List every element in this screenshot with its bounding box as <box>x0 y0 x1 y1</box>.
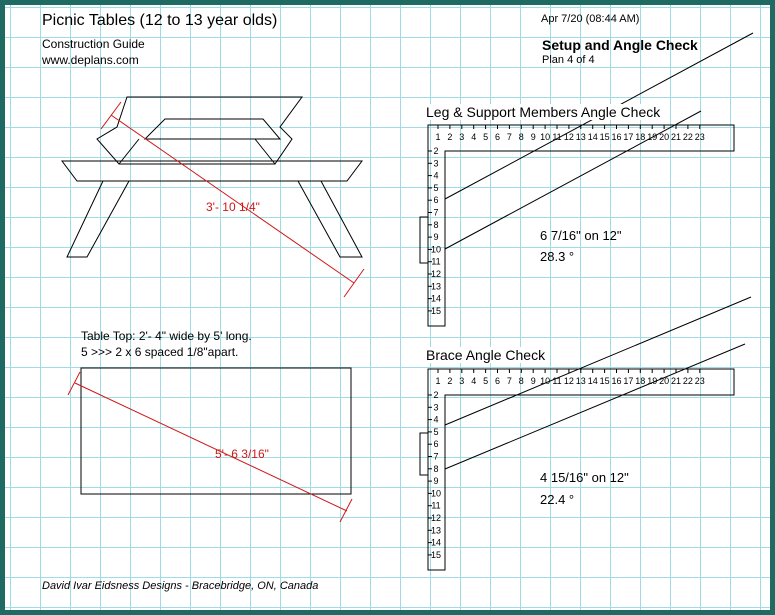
ruler-tick-label: 14 <box>430 293 442 304</box>
ruler-tick-label: 2 <box>433 146 439 156</box>
ruler-tick-label: 4 <box>433 414 439 425</box>
ruler-tick-label: 8 <box>433 463 439 474</box>
ruler-tick-label: 12 <box>563 376 574 386</box>
ruler-tick-label: 22 <box>682 132 693 142</box>
ruler-tick-label: 5 <box>483 376 489 386</box>
ruler-tick-label: 11 <box>431 256 441 267</box>
ruler-tick-label: 4 <box>433 170 439 181</box>
ruler-tick-label: 5 <box>433 182 439 193</box>
brace-angle-square <box>420 297 751 570</box>
ruler-tick-label: 3 <box>459 376 465 386</box>
ruler-tick-label: 7 <box>506 376 512 386</box>
ruler-tick-label: 18 <box>635 376 646 386</box>
ruler-tick-label: 13 <box>575 376 586 386</box>
ruler-tick-label: 14 <box>430 537 442 548</box>
table-top-spec-1: Table Top: 2'- 4" wide by 5' long. <box>81 329 252 343</box>
ruler-tick-label: 5 <box>433 426 439 437</box>
drawing-layer <box>5 5 770 610</box>
ruler-tick-label: 23 <box>694 132 705 142</box>
leg-square-bracket <box>420 217 428 263</box>
ruler-tick-label: 20 <box>659 132 670 142</box>
ruler-tick-label: 17 <box>623 132 634 142</box>
ruler-tick-label: 11 <box>552 376 562 386</box>
ruler-tick-label: 2 <box>447 376 453 386</box>
ruler-tick-label: 5 <box>483 132 489 142</box>
ruler-tick-label: 4 <box>471 132 477 142</box>
top-diagonal-dimension <box>68 372 352 522</box>
leg-vertical-ticks <box>428 146 441 316</box>
top-diagonal-tick-right <box>340 499 352 522</box>
ruler-tick-label: 6 <box>494 376 501 386</box>
drawing-sheet <box>5 5 770 610</box>
plan-number: Plan 4 of 4 <box>542 54 595 66</box>
ruler-tick-label: 8 <box>518 376 524 386</box>
brace-horizontal-ticks <box>435 369 704 386</box>
ruler-tick-label: 4 <box>471 376 477 386</box>
table-top-outline <box>97 97 302 164</box>
ruler-tick-label: 15 <box>430 549 442 560</box>
ruler-tick-label: 17 <box>623 376 634 386</box>
ruler-tick-label: 16 <box>611 132 622 142</box>
ruler-tick-label: 14 <box>587 376 598 386</box>
ruler-tick-label: 9 <box>433 476 439 487</box>
brace-square-bracket <box>420 433 428 475</box>
leg-horizontal-ticks <box>435 125 704 142</box>
ruler-tick-label: 21 <box>670 132 682 142</box>
top-diagonal-line <box>75 383 347 511</box>
top-diagonal-tick-left <box>68 372 80 395</box>
ruler-tick-label: 10 <box>430 244 442 255</box>
leg-dimension-line <box>111 115 354 283</box>
ruler-tick-label: 13 <box>575 132 586 142</box>
footer-credit: David Ivar Eidsness Designs - Bracebridge, ON, Canada <box>42 580 319 592</box>
brace-check-angle: 22.4 ° <box>540 492 575 507</box>
ruler-tick-label: 6 <box>433 195 439 206</box>
ruler-tick-label: 12 <box>563 132 574 142</box>
brace-check-ratio: 4 15/16" on 12" <box>540 470 629 485</box>
ruler-tick-label: 12 <box>430 513 442 523</box>
ruler-tick-label: 13 <box>430 281 442 292</box>
leg-check-angle: 28.3 ° <box>540 249 575 264</box>
table-top-inner <box>145 119 280 139</box>
ruler-tick-label: 23 <box>694 376 705 386</box>
ruler-tick-label: 18 <box>635 132 646 142</box>
ruler-tick-label: 2 <box>447 132 453 142</box>
leg-angle-square <box>420 33 753 326</box>
ruler-tick-label: 6 <box>433 439 439 450</box>
ruler-tick-label: 15 <box>430 305 442 316</box>
leg-dimension-tick-bottom <box>344 269 364 297</box>
ruler-tick-label: 12 <box>430 269 442 279</box>
ruler-tick-label: 1 <box>435 376 441 386</box>
ruler-tick-label: 15 <box>599 132 610 142</box>
ruler-tick-label: 3 <box>459 132 465 142</box>
ruler-tick-label: 15 <box>599 376 610 386</box>
leg-check-ratio: 6 7/16" on 12" <box>540 228 622 243</box>
ruler-tick-label: 9 <box>433 232 439 243</box>
ruler-tick-label: 3 <box>433 158 439 169</box>
right-leg <box>298 181 362 257</box>
left-leg-upper <box>119 139 139 164</box>
timestamp: Apr 7/20 (08:44 AM) <box>541 13 640 25</box>
ruler-tick-label: 10 <box>540 132 551 142</box>
ruler-tick-label: 7 <box>433 451 439 462</box>
section-title: Setup and Angle Check <box>542 37 698 53</box>
leg-length-label: 3'- 10 1/4" <box>206 200 260 214</box>
top-diagonal-label: 5'- 6 3/16" <box>215 447 269 461</box>
ruler-tick-label: 8 <box>433 219 439 230</box>
ruler-tick-label: 7 <box>506 132 512 142</box>
page-subtitle: Construction Guide <box>42 37 145 51</box>
ruler-tick-label: 22 <box>682 376 693 386</box>
table-top-plan <box>81 368 351 494</box>
brace-vertical-ticks <box>428 390 441 560</box>
ruler-tick-label: 2 <box>433 390 439 400</box>
right-leg-upper <box>255 139 275 164</box>
ruler-tick-label: 11 <box>431 500 441 511</box>
ruler-tick-label: 7 <box>433 207 439 218</box>
ruler-tick-label: 21 <box>670 376 682 386</box>
ruler-tick-label: 6 <box>494 132 501 142</box>
ruler-tick-label: 10 <box>430 488 442 499</box>
ruler-tick-label: 8 <box>518 132 524 142</box>
ruler-tick-label: 9 <box>530 376 536 386</box>
ruler-tick-label: 3 <box>433 402 439 413</box>
leg-square-outline <box>428 125 734 326</box>
ruler-tick-label: 1 <box>435 132 441 142</box>
ruler-tick-label: 20 <box>659 376 670 386</box>
ruler-tick-label: 14 <box>587 132 598 142</box>
brace-check-title: Brace Angle Check <box>426 347 546 363</box>
ruler-tick-label: 10 <box>540 376 551 386</box>
ruler-tick-label: 9 <box>530 132 536 142</box>
ruler-tick-label: 19 <box>647 376 658 386</box>
table-top-spec-2: 5 >>> 2 x 6 spaced 1/8"apart. <box>81 345 239 359</box>
ruler-tick-label: 13 <box>430 525 442 536</box>
ruler-tick-label: 16 <box>611 376 622 386</box>
ruler-tick-label: 19 <box>647 132 658 142</box>
page-title: Picnic Tables (12 to 13 year olds) <box>42 12 278 29</box>
website-link[interactable]: www.deplans.com <box>42 53 139 67</box>
left-leg <box>67 181 129 257</box>
leg-check-title: Leg & Support Members Angle Check <box>426 104 661 120</box>
ruler-tick-label: 11 <box>552 132 562 142</box>
